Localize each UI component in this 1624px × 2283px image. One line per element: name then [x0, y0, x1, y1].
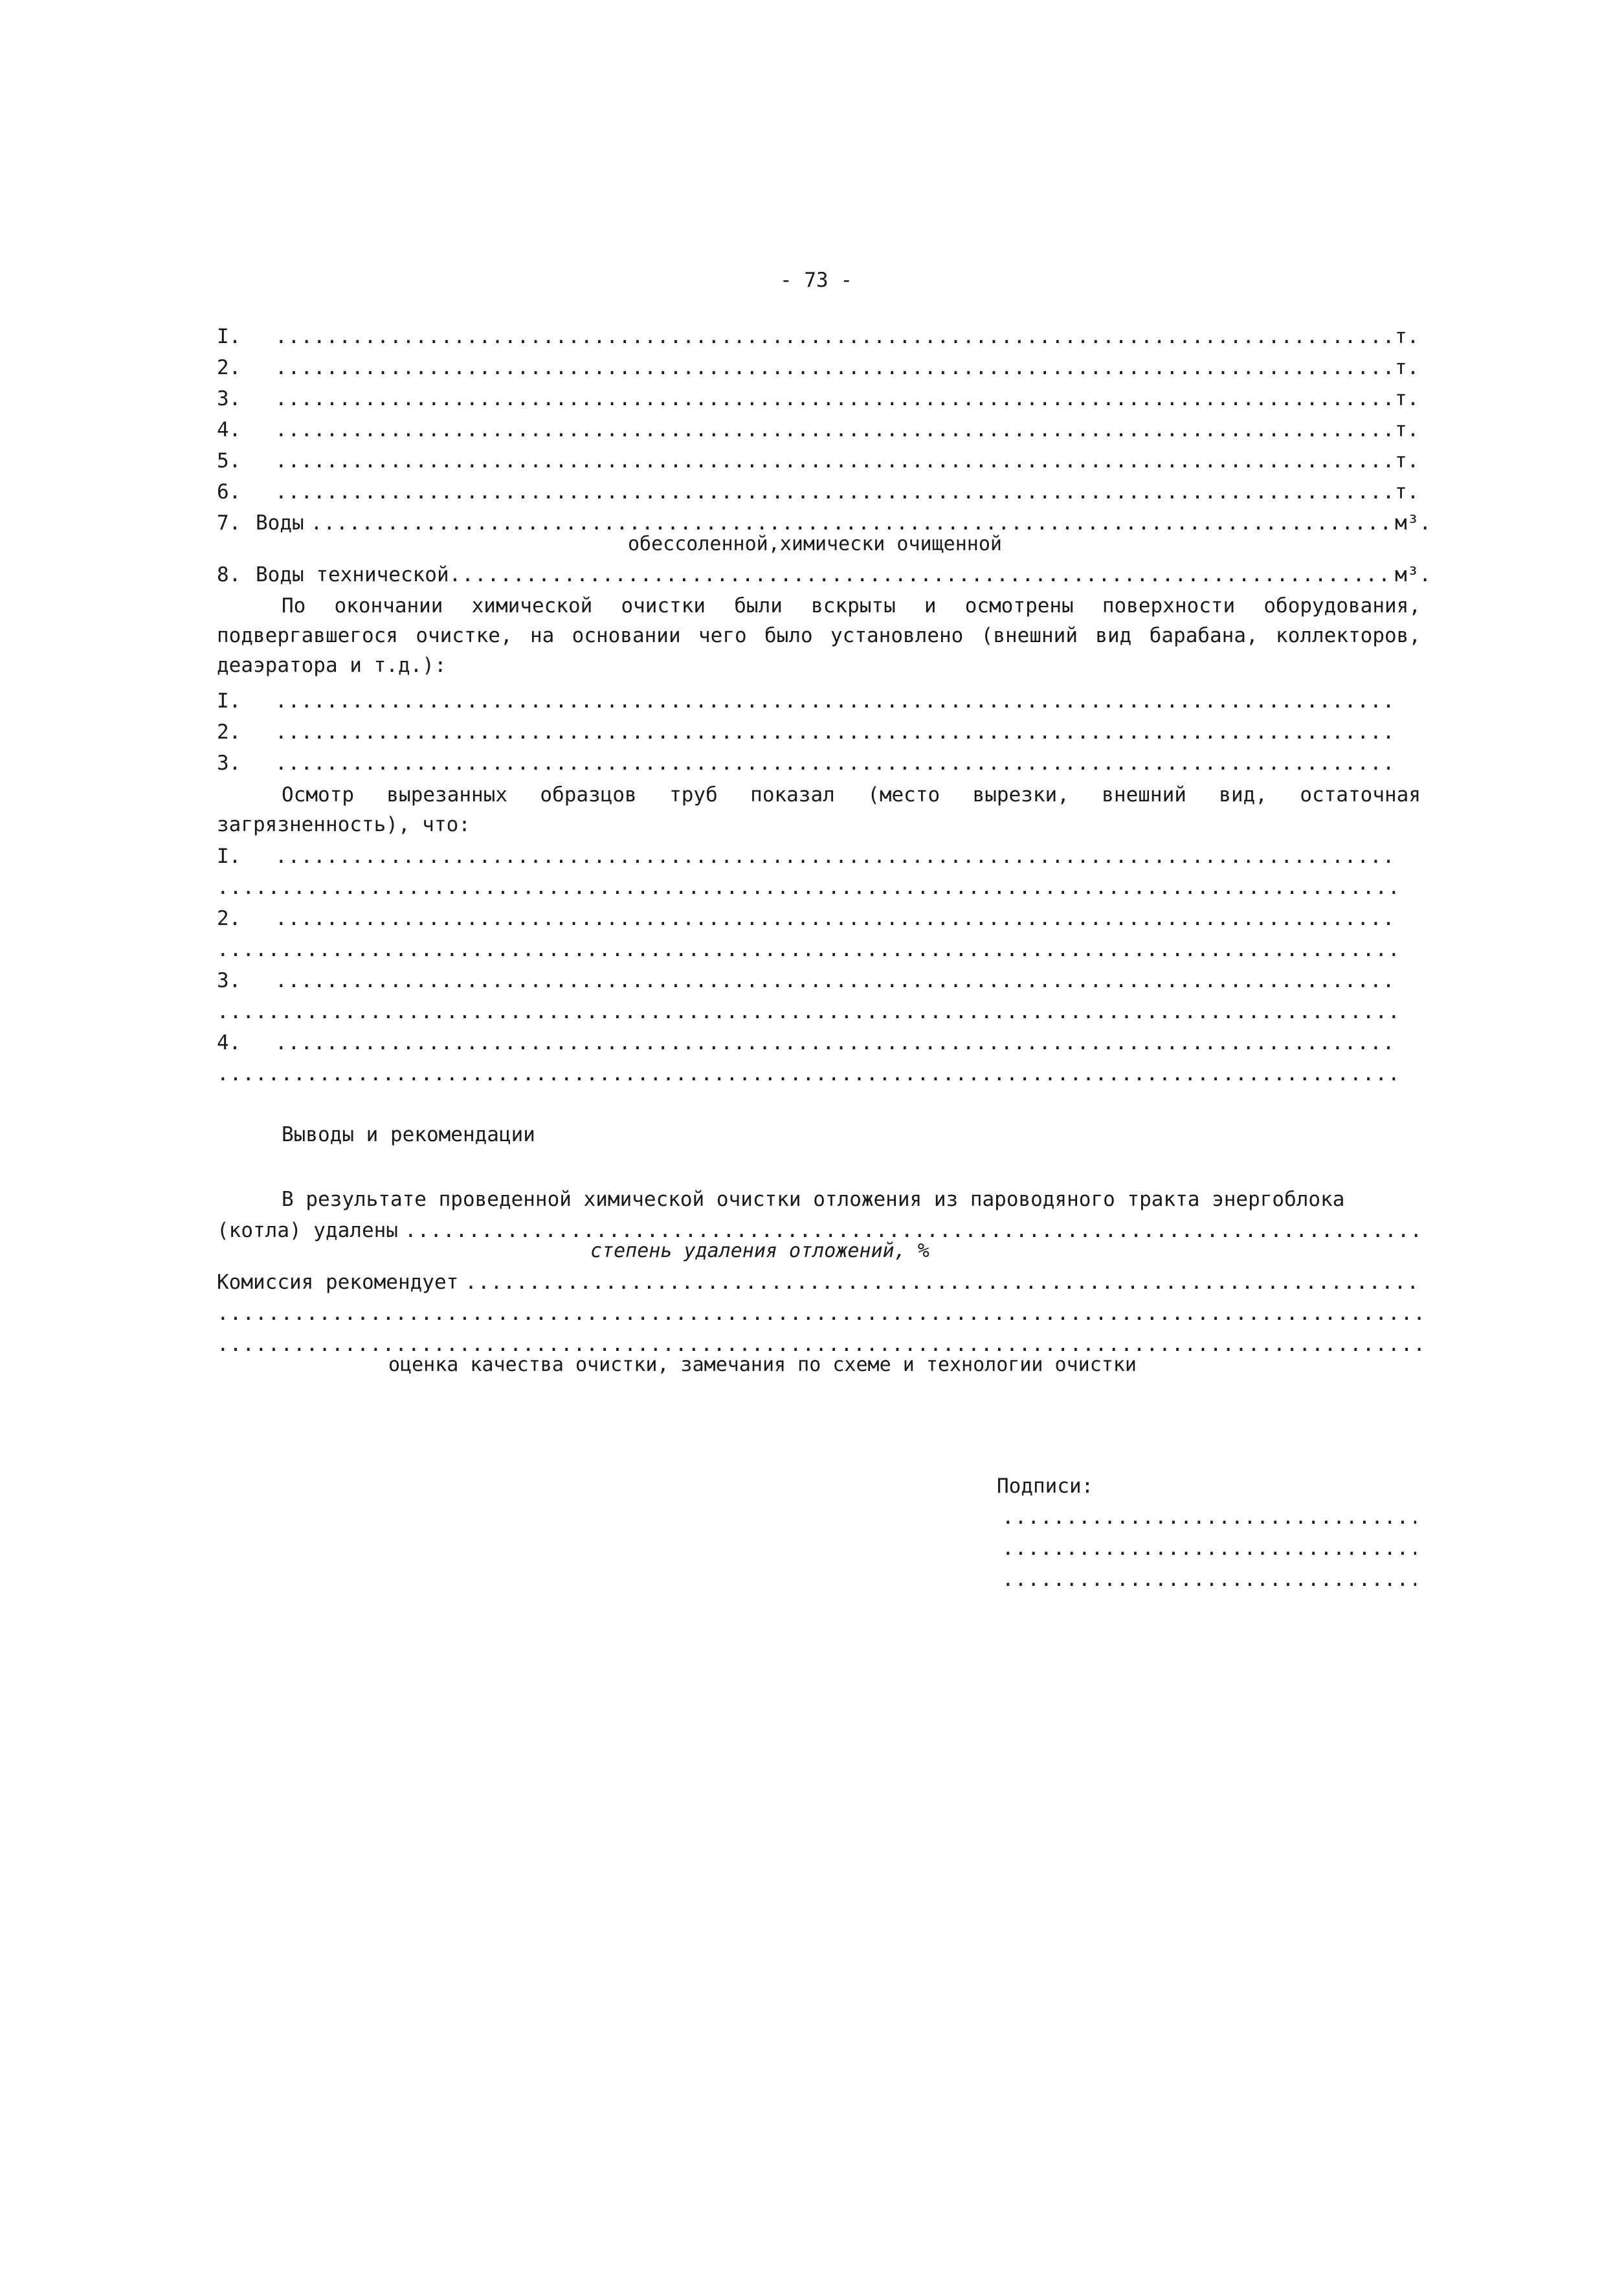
samples-paragraph: Осмотр вырезанных образцов труб показал (место вырезки, внешний вид, остаточная загрязненность), что: — [217, 783, 1421, 836]
continuation-line — [217, 1298, 1421, 1328]
signatures-label: Подписи: — [997, 1475, 1094, 1498]
fill-dots — [275, 384, 1390, 414]
list-item — [217, 560, 1431, 590]
item-number: I. — [217, 689, 241, 713]
fill-dots — [275, 841, 1396, 871]
fill-dots — [449, 560, 1390, 590]
item-number: 3. — [217, 752, 241, 775]
item-unit: т. — [1395, 418, 1419, 441]
fill-dots — [275, 477, 1390, 507]
conclusions-text: В результате проведенной химической очистки отложения из пароводяного тракта энергоблока — [282, 1188, 1345, 1211]
fill-dots — [465, 1267, 1421, 1297]
item-number: 3. — [217, 969, 241, 992]
item-unit: т. — [1395, 356, 1419, 379]
signature-line — [1002, 1502, 1416, 1532]
fill-dots — [217, 935, 1396, 964]
item-number: I. — [217, 325, 241, 348]
fill-dots — [275, 1028, 1396, 1058]
item-number: 8. — [217, 563, 241, 586]
continuation-line — [217, 997, 1396, 1027]
fill-dots — [275, 717, 1396, 747]
list-item — [217, 717, 1396, 747]
page-number: - 73 - — [780, 269, 852, 292]
list-item — [217, 841, 1396, 871]
commission-label: Комиссия рекомендует — [217, 1271, 459, 1294]
item-number: 2. — [217, 720, 241, 744]
list-item — [217, 384, 1421, 414]
fill-dots — [275, 748, 1396, 778]
fill-dots — [275, 353, 1390, 383]
fill-dots — [275, 322, 1390, 351]
removed-label: (котла) удалены — [217, 1219, 398, 1242]
fill-dots — [217, 1059, 1396, 1089]
item-unit: т. — [1395, 449, 1419, 473]
list-item — [217, 322, 1421, 351]
fill-dots — [275, 415, 1390, 445]
signature-line — [1002, 1533, 1416, 1563]
fill-dots — [275, 446, 1390, 476]
item-number: 3. — [217, 387, 241, 410]
item-unit: т. — [1395, 387, 1419, 410]
removed-note: степень удаления отложений, % — [590, 1240, 929, 1262]
list-item — [217, 966, 1396, 996]
fill-dots — [275, 904, 1396, 933]
continuation-line — [217, 935, 1396, 964]
list-item — [217, 904, 1396, 933]
item-number: 5. — [217, 449, 241, 473]
item-number: I. — [217, 845, 241, 868]
item-number: 2. — [217, 907, 241, 930]
item-number: 7. — [217, 511, 241, 535]
list-item — [217, 446, 1421, 476]
item-unit: т. — [1395, 480, 1419, 504]
continuation-line — [217, 1059, 1396, 1089]
item-label: Воды — [256, 511, 304, 535]
inspection-paragraph: По окончании химической очистки были вскрыты и осмотрены поверхности оборудования, подвергавшегося очистке, на основании чего было установлено (внешний вид барабана, коллекторов, деаэратора и т.д.): — [217, 594, 1421, 677]
fill-dots — [275, 686, 1396, 716]
item-unit: т. — [1395, 325, 1419, 348]
continuation-line — [217, 873, 1396, 902]
list-item — [217, 477, 1421, 507]
signature-line — [1002, 1565, 1416, 1594]
item-number: 4. — [217, 418, 241, 441]
water-type-note: обессоленной,химически очищенной — [628, 533, 1002, 555]
item-number: 2. — [217, 356, 241, 379]
fill-dots — [217, 873, 1396, 902]
item-unit: м³. — [1395, 511, 1431, 535]
item-number: 6. — [217, 480, 241, 504]
item-number: 4. — [217, 1031, 241, 1054]
fill-dots — [217, 1298, 1421, 1328]
item-unit: м³. — [1395, 563, 1431, 586]
fill-dots — [217, 997, 1396, 1027]
item-label: Воды технической — [256, 563, 449, 586]
commission-line — [217, 1267, 1421, 1297]
list-item — [217, 1028, 1396, 1058]
list-item — [217, 686, 1396, 716]
fill-dots — [275, 966, 1396, 996]
quality-note: оценка качества очистки, замечания по схеме и технологии очистки — [388, 1353, 1137, 1376]
list-item — [217, 415, 1421, 445]
section-heading: Выводы и рекомендации — [282, 1123, 535, 1146]
list-item — [217, 353, 1421, 383]
list-item — [217, 748, 1396, 778]
